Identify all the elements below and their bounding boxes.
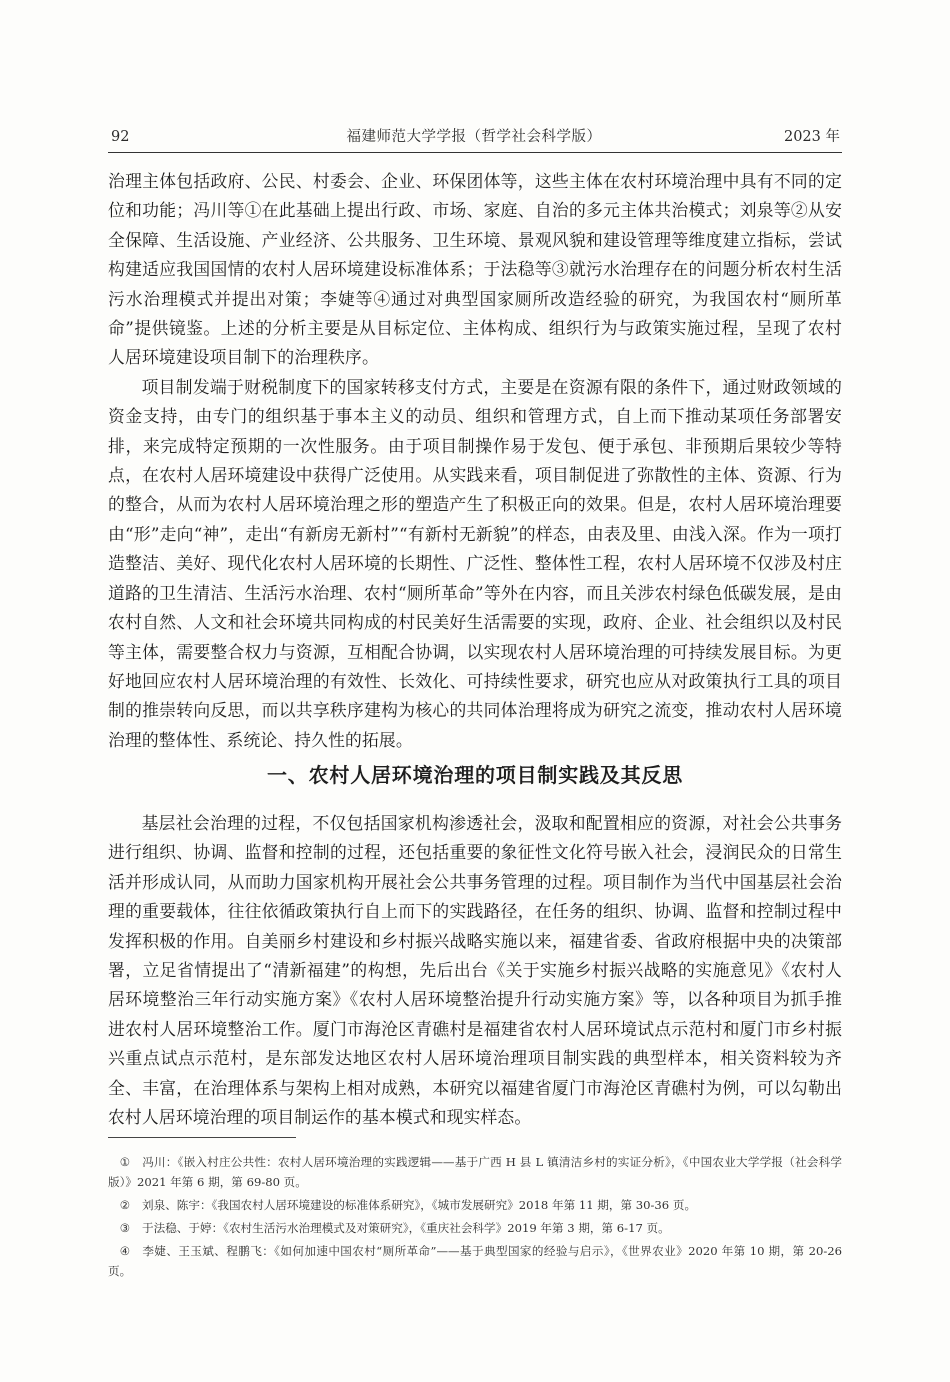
header-rule [108,152,842,153]
paragraph-continued: 治理主体包括政府、公民、村委会、企业、环保团体等，这些主体在农村环境治理中具有不同的定位和功能；冯川等①在此基础上提出行政、市场、家庭、自治的多元主体共治模式；刘泉等②从安全保障、生活设施、产业经济、公共服务、卫生环境、景观风貌和建设管理等维度建立指标，尝试构建适应我国国情的农村人居环境建设标准体系；于法稳等③就污水治理存在的问题分析农村生活污水治理模式并提出对策；李婕等④通过对典型国家厕所改造经验的研究，为我国农村“厕所革命”提供镜鉴。上述的分析主要是从目标定位、主体构成、组织行为与政策实施过程，呈现了农村人居环境建设项目制下的治理秩序。 [108,171,842,368]
footnote-text: 于法稳、于婷：《农村生活污水治理模式及对策研究》，《重庆社会科学》2019 年第 3 期，第 6-17 页。 [142,1221,670,1235]
footnote-3 [108,1218,842,1238]
footnote-marker: ① [119,1155,131,1169]
section-heading: 一、农村人居环境治理的项目制实践及其反思 [267,763,683,787]
paragraph-grassroots-governance: 基层社会治理的过程，不仅包括国家机构渗透社会，汲取和配置相应的资源，对社会公共事务进行组织、协调、监督和控制的过程，还包括重要的象征性文化符号嵌入社会，浸润民众的日常生活并形成认同，从而助力国家机构开展社会公共事务管理的过程。项目制作为当代中国基层社会治理的重要载体，往往依循政策执行自上而下的实践路径，在任务的组织、协调、监督和控制过程中发挥积极的作用。自美丽乡村建设和乡村振兴战略实施以来，福建省委、省政府根据中央的决策部署，立足省情提出了“清新福建”的构想，先后出台《关于实施乡村振兴战略的实施意见》《农村人居环境整治三年行动实施方案》《农村人居环境整治提升行动实施方案》等，以各种项目为抓手推进农村人居环境整治工作。厦门市海沧区青礁村是福建省农村人居环境试点示范村和厦门市乡村振兴重点试点示范村，是东部发达地区农村人居环境治理项目制实践的典型样本，相关资料较为齐全、丰富，在治理体系与架构上相对成熟，本研究以福建省厦门市海沧区青礁村为例，可以勾勒出农村人居环境治理的项目制运作的基本模式和现实样态。 [108,813,842,1128]
page-number: 92 [111,129,130,145]
footnote-1 [108,1152,842,1192]
paragraph-project-system: 项目制发端于财税制度下的国家转移支付方式，主要是在资源有限的条件下，通过财政领域的资金支持，由专门的组织基于事本主义的动员、组织和管理方式，自上而下推动某项任务部署安排，来完成特定预期的一次性服务。由于项目制操作易于发包、便于承包、非预期后果较少等特点，在农村人居环境建设中获得广泛使用。从实践来看，项目制促进了弥散性的主体、资源、行为的整合，从而为农村人居环境治理之形的塑造产生了积极正向的效果。但是，农村人居环境治理要由“形”走向“神”，走出“有新房无新村”“有新村无新貌”的样态，由表及里、由浅入深。作为一项打造整洁、美好、现代化农村人居环境的长期性、广泛性、整体性工程，农村人居环境不仅涉及村庄道路的卫生清洁、生活污水治理、农村“厕所革命”等外在内容，而且关涉农村绿色低碳发展，是由农村自然、人文和社会环境共同构成的村民美好生活需要的实现，政府、企业、社会组织以及村民等主体，需要整合权力与资源，互相配合协调，以实现农村人居环境治理的可持续发展目标。为更好地回应农村人居环境治理的有效性、长效化、可持续性要求，研究也应从对政策执行工具的项目制的推崇转向反思，而以共享秩序建构为核心的共同体治理将成为研究之流变，推动农村人居环境治理的整体性、系统论、持久性的拓展。 [108,376,842,750]
section-text [108,809,842,1132]
footnote-text: 冯川：《嵌入村庄公共性：农村人居环境治理的实践逻辑——基于广西 H 县 L 镇清洁乡村的实证分析》，《中国农业大学学报（社会科学版）》2021 年第 6 期，第 69-80 页。 [108,1155,842,1189]
running-header [108,125,840,149]
footnote-marker: ③ [119,1221,131,1235]
footnote-marker: ② [119,1198,131,1212]
footnote-text: 刘泉、陈宇：《我国农村人居环境建设的标准体系研究》，《城市发展研究》2018 年第 11 期，第 30-36 页。 [142,1198,697,1212]
intro-text [108,167,842,755]
publication-year: 2023 年 [783,129,840,145]
footnote-text: 李婕、王玉斌、程鹏飞：《如何加速中国农村“厕所革命”——基于典型国家的经验与启示》，《世界农业》2020 年第 10 期，第 20-26 页。 [108,1244,842,1278]
footnote-4 [108,1241,842,1281]
footnote-rule [108,1137,296,1138]
footnotes [108,1152,842,1284]
footnote-marker: ④ [119,1244,131,1258]
journal-title: 福建师范大学学报（哲学社会科学版） [346,129,602,145]
footnote-2 [108,1195,842,1215]
